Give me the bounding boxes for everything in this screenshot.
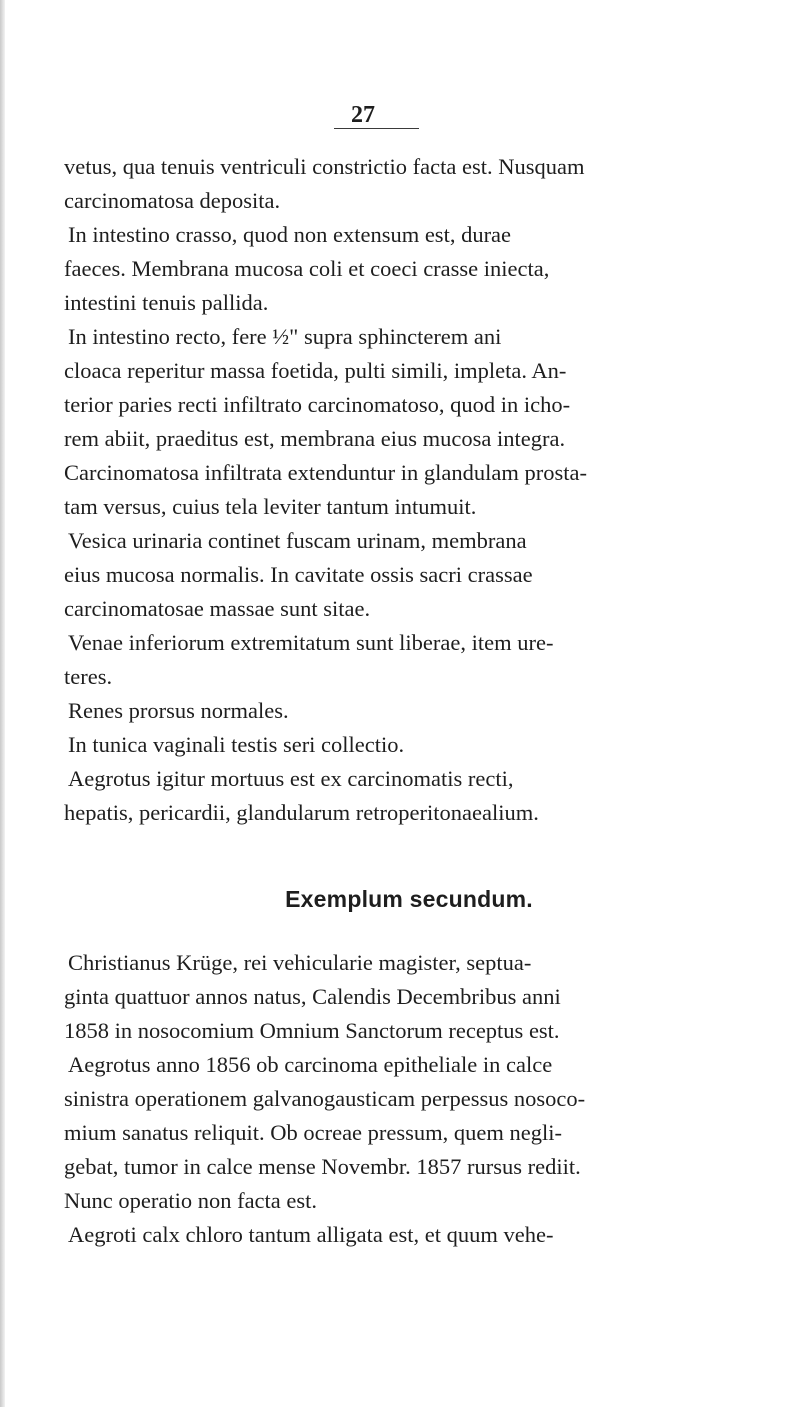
text-line: In intestino recto, fere ½" supra sphincterem ani (68, 324, 502, 349)
text-line: In tunica vaginali testis seri collectio. (68, 732, 405, 757)
text-line: Carcinomatosa infiltrata extenduntur in glandulam prosta- (64, 460, 587, 485)
text-line: carcinomatosae massae sunt sitae. (64, 596, 371, 621)
text-line: Aegrotus anno 1856 ob carcinoma epitheliale in calce (68, 1052, 553, 1077)
text-line: Vesica urinaria continet fuscam urinam, membrana (68, 528, 527, 553)
page-number: 27 (351, 102, 375, 128)
text-line: eius mucosa normalis. In cavitate ossis sacri crassae (64, 562, 533, 587)
text-line: ginta quattuor annos natus, Calendis Decembribus anni (64, 984, 561, 1009)
page-edge (0, 0, 5, 1407)
text-line: tam versus, cuius tela leviter tantum intumuit. (64, 494, 477, 519)
text-line: teres. (64, 664, 113, 689)
text-line: sinistra operationem galvanogausticam perpessus nosoco- (64, 1086, 586, 1111)
text-line: Aegroti calx chloro tantum alligata est, et quum vehe- (68, 1222, 554, 1247)
text-line: Aegrotus igitur mortuus est ex carcinomatis recti, (68, 766, 514, 791)
text-line: terior paries recti infiltrato carcinomatoso, quod in icho- (64, 392, 571, 417)
text-line: rem abiit, praeditus est, membrana eius mucosa integra. (64, 426, 566, 451)
text-line: hepatis, pericardii, glandularum retroperitonaealium. (64, 800, 539, 825)
text-line: cloaca reperitur massa foetida, pulti simili, impleta. An- (64, 358, 567, 383)
text-line: gebat, tumor in calce mense Novembr. 1857 rursus rediit. (64, 1154, 581, 1179)
text-line: vetus, qua tenuis ventriculi constrictio facta est. Nusquam (64, 154, 585, 179)
text-line: Christianus Krüge, rei vehicularie magister, septua- (68, 950, 532, 975)
text-line: Renes prorsus normales. (68, 698, 289, 723)
header-rule (334, 128, 419, 129)
section-heading: Exemplum secundum. (285, 886, 533, 912)
text-line: intestini tenuis pallida. (64, 290, 269, 315)
text-line: mium sanatus reliquit. Ob ocreae pressum, quem negli- (64, 1120, 562, 1145)
text-line: faeces. Membrana mucosa coli et coeci crasse iniecta, (64, 256, 550, 281)
text-line: In intestino crasso, quod non extensum est, durae (68, 222, 512, 247)
text-line: Venae inferiorum extremitatum sunt liberae, item ure- (68, 630, 554, 655)
text-line: carcinomatosa deposita. (64, 188, 281, 213)
text-line: 1858 in nosocomium Omnium Sanctorum receptus est. (64, 1018, 560, 1043)
text-line: Nunc operatio non facta est. (64, 1188, 318, 1213)
